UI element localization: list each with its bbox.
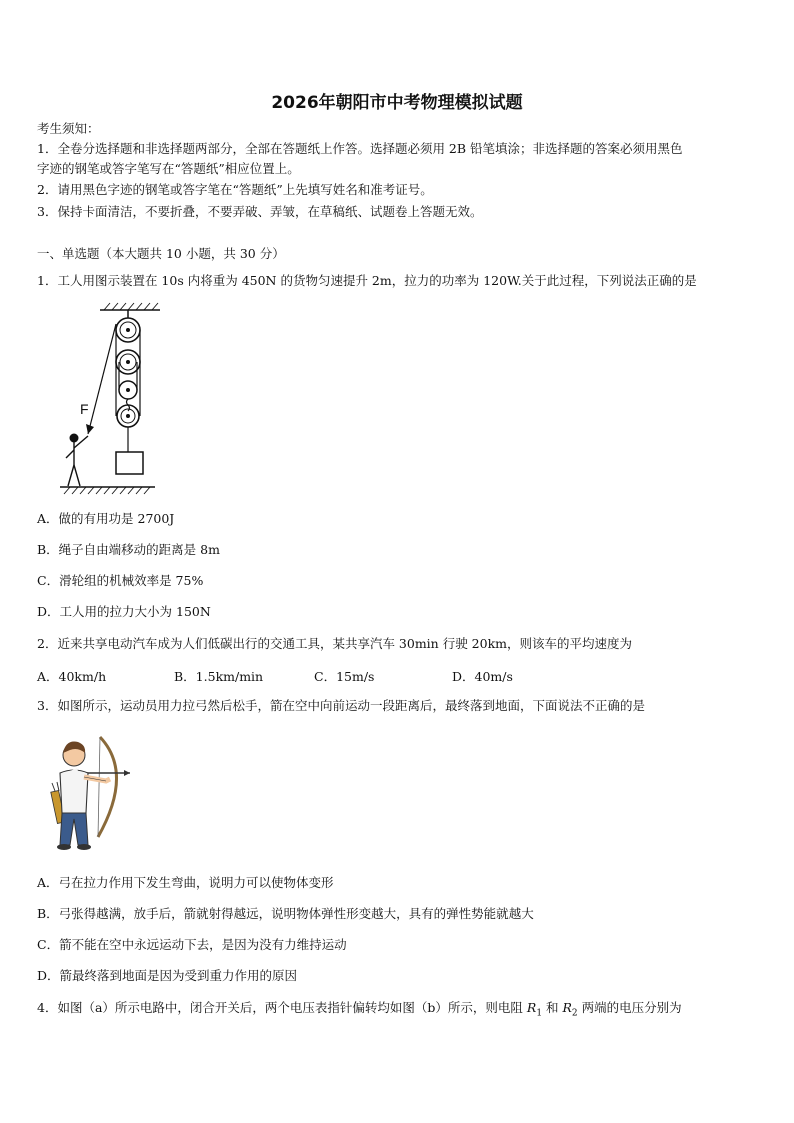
notice-item: 字迹的钢笔或答字笔写在“答题纸”相应位置上。	[37, 161, 300, 176]
force-label: F	[80, 401, 89, 417]
question-2-option: D．40m/s	[452, 669, 513, 684]
question-1-option: D．工人用的拉力大小为 150N	[37, 604, 211, 619]
page-title: 2026年朝阳市中考物理模拟试题	[271, 93, 523, 113]
question-2-option: A．40km/h	[37, 669, 107, 684]
question-1-stem: 1．工人用图示装置在 10s 内将重为 450N 的货物匀速提升 2m，拉力的功率为 120W.关于此过程，下列说法正确的是	[37, 273, 697, 288]
resistor-symbol: R	[526, 1000, 537, 1015]
notice-heading: 考生须知：	[37, 121, 100, 136]
notice-item: 2．请用黑色字迹的钢笔或答字笔在“答题纸”上先填写姓名和准考证号。	[37, 182, 433, 197]
notice-item: 3．保持卡面清洁，不要折叠，不要弄破、弄皱，在草稿纸、试题卷上答题无效。	[37, 204, 483, 219]
question-3-option: A．弓在拉力作用下发生弯曲，说明力可以使物体变形	[37, 875, 334, 890]
question-3-option: C．箭不能在空中永远运动下去，是因为没有力维持运动	[37, 937, 347, 952]
question-2-stem: 2．近来共享电动汽车成为人们低碳出行的交通工具，某共享汽车 30min 行驶 20km，则该车的平均速度为	[37, 636, 633, 651]
question-3-option: D．箭最终落到地面是因为受到重力作用的原因	[37, 968, 298, 983]
notice-item: 1．全卷分选择题和非选择题两部分，全部在答题纸上作答。选择题必须用 2B 铅笔填涂；非选择题的答案必须用黑色	[37, 141, 683, 156]
section-heading: 一、单选题（本大题共 10 小题，共 30 分）	[37, 246, 285, 261]
question-2-option: B．1.5km/min	[174, 669, 264, 684]
question-4-stem-part: 两端的电压分别为	[577, 1000, 682, 1015]
question-3-stem: 3．如图所示，运动员用力拉弓然后松手，箭在空中向前运动一段距离后，最终落到地面，下面说法不正确的是	[37, 698, 645, 713]
question-4-stem-part: 和	[542, 1000, 563, 1015]
resistor-subscript: 2	[571, 1008, 578, 1019]
question-1-option: C．滑轮组的机械效率是 75%	[37, 573, 204, 588]
question-4-stem-part: 4．如图（a）所示电路中，闭合开关后，两个电压表指针偏转均如图（b）所示，则电阻	[37, 1000, 527, 1015]
resistor-subscript: 1	[536, 1008, 543, 1019]
resistor-symbol: R	[562, 1000, 572, 1015]
archer-figure	[48, 733, 132, 853]
question-2-option: C．15m/s	[314, 669, 375, 684]
pulley-system-figure	[60, 300, 160, 496]
question-3-option: B．弓张得越满，放手后，箭就射得越远，说明物体弹性形变越大，具有的弹性势能就越大	[37, 906, 534, 921]
question-1-option: B．绳子自由端移动的距离是 8m	[37, 542, 220, 557]
question-4-stem	[37, 1000, 682, 1022]
question-1-option: A．做的有用功是 2700J	[37, 511, 175, 526]
